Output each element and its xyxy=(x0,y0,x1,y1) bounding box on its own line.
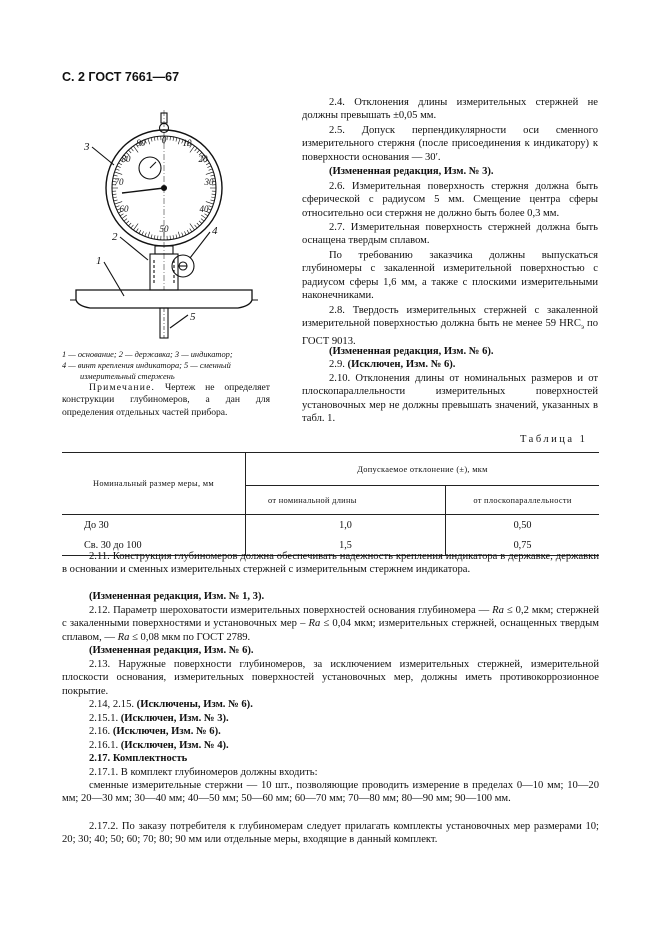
text: ≤ 0,2 мкм; стержней с закаленными поверхностями и установочных мер – xyxy=(62,605,600,630)
dial-tick xyxy=(145,233,146,237)
callout-3: 3 xyxy=(84,141,90,153)
para-2-10: 2.10. Отклонения длины от номинальных размеров и от плоскопараллельности измерительных поверхностей установочных мер не должны превышать значений, указанных в табл. 1. xyxy=(302,373,598,425)
dial-number: 0 xyxy=(161,135,167,145)
dial-number: 60 xyxy=(119,204,129,214)
dial-tick xyxy=(117,166,121,168)
table-cell: 0,50 xyxy=(446,515,600,536)
depth-gauge-drawing xyxy=(62,110,272,340)
para-2-7-b: По требованию заказчика должны выпускаться глубиномеры с закаленной измерительной поверхностью с радиусом сферы 1,6 мм, а также с плоскими измерительными наконечниками. xyxy=(302,250,598,302)
callout-4: 4 xyxy=(212,225,218,237)
para-2-17-2: 2.17.2. По заказу потребителя к глубиномерам следует прилагать комплекты установочных мер размерами 10; 20; 30; 40; 50; 60; 70; 80; 90 мм или отдельные меры, входящие в данный комплект. xyxy=(62,821,599,846)
para-2-14 xyxy=(62,698,626,711)
amendment-note: (Измененная редакция, Изм. № 6). xyxy=(329,346,494,357)
dial-tick xyxy=(115,172,123,174)
callout-1: 1 xyxy=(96,255,102,267)
dial-tick xyxy=(136,229,138,232)
dial-tick xyxy=(210,175,214,176)
dial-tick xyxy=(170,136,171,140)
dial-tick xyxy=(195,225,198,228)
amendment-note: (Измененная редакция, Изм. № 6). xyxy=(89,645,254,656)
para-2-11: 2.11. Конструкция глубиномеров должна обеспечивать надежность крепления индикатора в державке, державки в основании и сменных измерительных стержней с измерительным стержнем индикатора. xyxy=(62,551,599,576)
dial-tick xyxy=(176,234,177,238)
dial-tick xyxy=(116,169,120,170)
para-2-13: 2.13. Наружные поверхности глубиномеров, за исключением измерительных стержней, измерительной плоскости основания, измерительных поверхностей установочных мер, должны иметь противокоррозионное покрытие. xyxy=(62,659,599,697)
dial-tick xyxy=(184,231,186,235)
para-2-15-1 xyxy=(62,712,626,725)
dial-tick xyxy=(120,214,123,216)
table-cell: 1,5 xyxy=(246,535,446,556)
dial-number: 80 xyxy=(121,154,131,164)
figure-note xyxy=(62,382,270,419)
dial-tick xyxy=(151,234,152,238)
note-text: Чертеж не определяет конструкции глубиномеров, а дан для определения отдельных частей прибора. xyxy=(62,382,270,418)
ra-symbol: Ra xyxy=(308,618,321,630)
dial-number: 90 xyxy=(136,138,146,148)
dial-tick xyxy=(114,175,118,176)
dial-tick xyxy=(157,236,158,240)
dial-tick xyxy=(209,206,213,207)
amendment-note: (Измененная редакция, Изм. № 3). xyxy=(329,166,494,177)
para-2-9 xyxy=(302,358,625,371)
dial-tick xyxy=(212,194,216,195)
dial-tick xyxy=(197,223,200,226)
table-header-parallel: от плоскопараллельности xyxy=(446,486,600,515)
base xyxy=(76,290,252,308)
dial-tick xyxy=(190,229,192,232)
table-cell: 0,75 xyxy=(446,535,600,556)
hrc-subscript: э xyxy=(580,323,584,332)
amendment-note: (Измененная редакция, Изм. № 1, 3). xyxy=(89,591,265,602)
table-cell: 1,0 xyxy=(246,515,446,536)
dial-tick xyxy=(131,225,134,228)
dial-tick xyxy=(112,194,116,195)
dial-tick xyxy=(139,230,141,234)
page-header: С. 2 ГОСТ 7661—67 xyxy=(62,70,180,84)
dial-number: 70 xyxy=(114,177,124,187)
dial-tick xyxy=(157,136,158,140)
para-2-8-tail: по ГОСТ 9013. xyxy=(302,318,598,347)
dial-tick xyxy=(148,139,150,145)
dial-tick xyxy=(178,232,180,238)
excluded-note: (Исключен, Изм. № 4). xyxy=(120,740,229,751)
para-2-5: 2.5. Допуск перпендикулярности оси сменного измерительного стержня (после присоединения к индикатору) к поверхности основания — 30′. xyxy=(302,125,598,163)
callout-2: 2 xyxy=(112,231,118,243)
excluded-note: (Исключен, Изм. № 3). xyxy=(120,713,229,724)
para-2-17-1: 2.17.1. В комплект глубиномеров должны входить: xyxy=(89,767,318,778)
table-header-size: Номинальный размер меры, мм xyxy=(62,453,246,515)
dial-tick xyxy=(195,148,198,151)
dial-tick xyxy=(207,166,211,168)
dial-number: 50 xyxy=(159,224,169,234)
dial-tick xyxy=(124,219,127,222)
dial-tick xyxy=(128,223,131,226)
ra-symbol: Ra xyxy=(117,631,130,643)
callout-5: 5 xyxy=(190,311,196,323)
dial-tick xyxy=(113,197,117,198)
dial-tick xyxy=(170,236,171,240)
table-title: Таблица 1 xyxy=(520,434,588,445)
para-num: 2.9. xyxy=(329,359,348,370)
section-heading: 2.17. Комплектность xyxy=(89,753,188,764)
depth-gauge-figure xyxy=(62,110,272,340)
note-label: Примечание. xyxy=(89,382,156,393)
dial-tick xyxy=(133,224,138,230)
dial-tick xyxy=(210,200,214,201)
dial-tick xyxy=(176,138,177,142)
para-2-16 xyxy=(62,725,626,738)
para-num: 2.14, 2.15. xyxy=(89,699,137,710)
table-cell: Св. 30 до 100 xyxy=(62,535,246,556)
text: ≤ 0,04 мкм; измерительных стержней, оснащенных твердым сплавом, — xyxy=(62,618,599,643)
para-num: 2.16. xyxy=(89,726,113,737)
para-2-6: 2.6. Измерительная поверхность стержня должна быть сферической с радиусом 5 мм. Смещение центра сферы относительно оси стержня не должно быть более 0,3 мм. xyxy=(302,181,598,219)
dial-tick xyxy=(178,139,180,145)
dial-tick xyxy=(154,137,155,141)
table-cell: До 30 xyxy=(62,515,246,536)
excluded-note: (Исключен, Изм. № 6). xyxy=(112,726,221,737)
tolerance-table xyxy=(62,452,599,556)
excluded-note: (Исключен, Изм. № 6). xyxy=(347,359,456,370)
dial-tick xyxy=(173,137,174,141)
para-2-8-text: 2.8. Твердость измерительных стержней с закаленной измерительной поверхностью должна быть не менее 59 HRC xyxy=(302,305,598,330)
ra-symbol: Ra xyxy=(492,605,504,616)
caption-line: 4 — винт крепления индикатора; 5 — сменный xyxy=(62,361,231,370)
para-2-16-1 xyxy=(62,739,626,752)
dial-tick xyxy=(154,235,155,239)
caption-line: 1 — основание; 2 — державка; 3 — индикатор; xyxy=(62,350,233,359)
dial-tick xyxy=(131,148,134,151)
para-num: 2.15.1. xyxy=(89,713,121,724)
dial-tick xyxy=(206,172,214,174)
caption-line: измерительный стержень xyxy=(80,372,175,381)
dial-number: 10 xyxy=(182,138,192,148)
dial-tick xyxy=(197,150,200,153)
dial-tick xyxy=(142,231,144,235)
dial-tick xyxy=(114,200,118,201)
dial-tick xyxy=(128,150,131,153)
dial-number: 40 xyxy=(199,204,209,214)
para-2-17-1-b: сменные измерительные стержни — 10 шт., позволяющие проводить измерение в пределах 0—10 мм; 10—20 мм; 20—30 мм; 30—40 мм; 40—50 мм; 50—60 мм; 60—70 мм; 70—80 мм; 80—90 мм; 90—100 мм. xyxy=(62,780,599,805)
excluded-note: (Исключены, Изм. № 6). xyxy=(136,699,253,710)
text: 2.12. Параметр шероховатости измерительных поверхностей основания глубиномера — xyxy=(89,605,493,616)
dial-tick xyxy=(126,221,129,224)
dial-number: 20 xyxy=(198,154,208,164)
para-2-4: 2.4. Отклонения длины измерительных стержней не должны превышать ±0,05 мм. xyxy=(302,97,598,122)
dial-tick xyxy=(199,221,202,224)
dial-tick xyxy=(205,214,208,216)
dial-tick xyxy=(209,169,213,170)
dial-number: 30 xyxy=(204,177,214,187)
dial-tick xyxy=(201,219,204,222)
para-2-8 xyxy=(302,304,598,348)
dial-tick xyxy=(211,197,215,198)
text: ≤ 0,08 мкм по ГОСТ 2789. xyxy=(129,631,251,643)
dial-tick xyxy=(201,215,206,219)
dial-tick xyxy=(173,235,174,239)
dial-tick xyxy=(122,215,127,219)
para-2-12 xyxy=(62,604,599,644)
dial-tick xyxy=(151,138,152,142)
figure-caption xyxy=(62,349,270,382)
para-num: 2.16.1. xyxy=(89,740,121,751)
table-row xyxy=(62,515,599,536)
para-2-7: 2.7. Измерительная поверхность стержней должна быть оснащена твердым сплавом. xyxy=(302,222,598,247)
table-header-nominal: от номинальной длины xyxy=(246,486,446,515)
dial-tick xyxy=(148,232,150,238)
dial-tick xyxy=(190,224,195,230)
table-header-group: Допускаемое отклонение (±), мкм xyxy=(246,453,600,486)
dial-tick xyxy=(182,233,183,237)
dial-tick xyxy=(187,230,189,234)
